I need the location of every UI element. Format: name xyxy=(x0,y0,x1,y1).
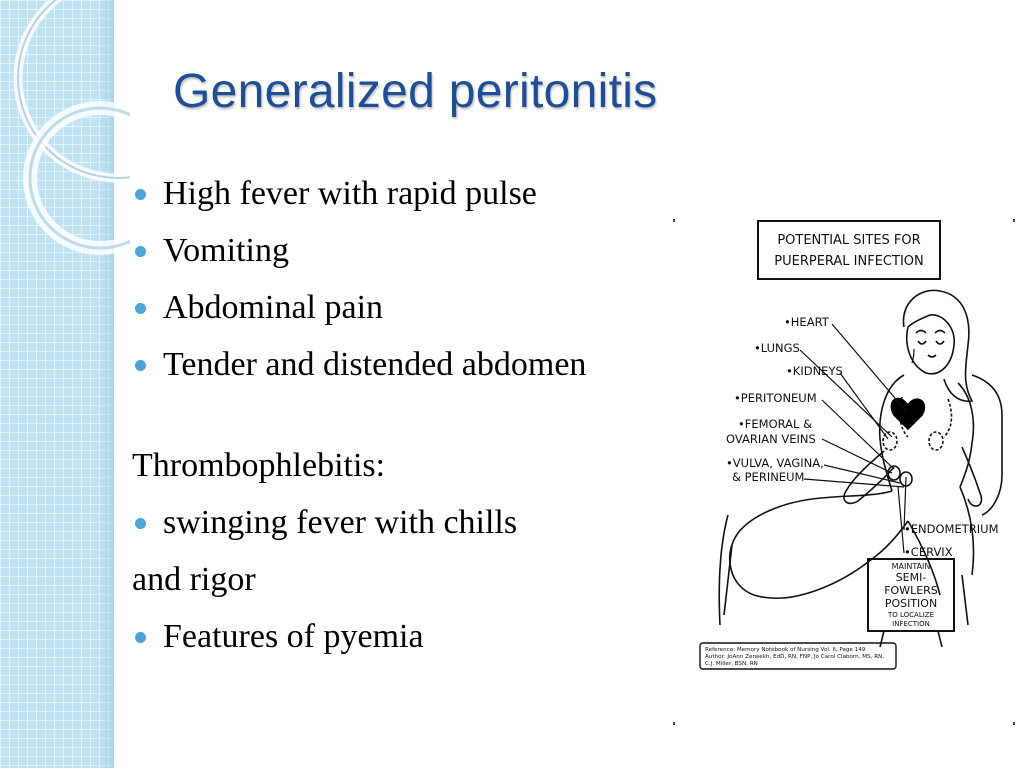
label-endometrium: •ENDOMETRIUM xyxy=(904,522,999,536)
label-vulva: •VULVA, VAGINA, xyxy=(726,456,824,470)
heart-shape xyxy=(891,399,924,429)
decor-rings xyxy=(0,0,130,260)
bullet-item: Abdominal pain xyxy=(132,282,672,339)
bullet-item: Features of pyemia xyxy=(132,611,672,668)
label-cervix: •CERVIX xyxy=(904,545,953,559)
slide-title: Generalized peritonitis xyxy=(173,65,658,118)
fowlers-text: FOWLERS xyxy=(884,584,938,597)
label-kidneys: •KIDNEYS xyxy=(786,364,843,378)
label-femoral: •FEMORAL & xyxy=(738,417,813,431)
fowlers-text: INFECTION xyxy=(892,620,930,628)
fowlers-text: TO LOCALIZE xyxy=(887,611,935,619)
subheading: Thrombophlebitis: xyxy=(132,447,386,484)
diagram-heading-box xyxy=(758,221,940,279)
leader-lines xyxy=(800,324,906,553)
reference-text: C.J. Miller, BSN, RN xyxy=(705,661,758,667)
bullet-list xyxy=(132,168,672,668)
sign-post xyxy=(880,631,884,647)
continuation-text: and rigor xyxy=(132,561,256,598)
sign-post xyxy=(938,631,942,647)
puerperal-infection-diagram xyxy=(672,215,1018,727)
reference-text: Reference: Memory Notebook of Nursing Vol. II, Page 149 xyxy=(705,647,866,653)
fowlers-text: SEMI- xyxy=(895,571,927,584)
label-vulva: & PERINEUM xyxy=(732,470,805,484)
label-femoral: OVARIAN VEINS xyxy=(726,432,816,446)
label-lungs: •LUNGS xyxy=(754,341,800,355)
bullet-item: swinging fever with chills xyxy=(132,497,672,554)
diagram-heading: POTENTIAL SITES FOR xyxy=(777,233,921,248)
spacer xyxy=(132,396,672,440)
bullet-item: Vomiting xyxy=(132,225,672,282)
label-peritoneum: •PERITONEUM xyxy=(734,391,817,405)
diagram-heading: PUERPERAL INFECTION xyxy=(774,254,924,269)
label-heart: •HEART xyxy=(784,315,829,329)
fowlers-text: MAINTAIN xyxy=(891,562,931,571)
fowlers-text: POSITION xyxy=(884,597,938,610)
reference-text: Author: JoAnn Zerwekh, EdD, RN, FNP, Jo Carol Claborn, MS, RN, xyxy=(705,654,885,660)
bullet-item: High fever with rapid pulse xyxy=(132,168,672,225)
bullet-item: Tender and distended abdomen xyxy=(132,339,672,396)
